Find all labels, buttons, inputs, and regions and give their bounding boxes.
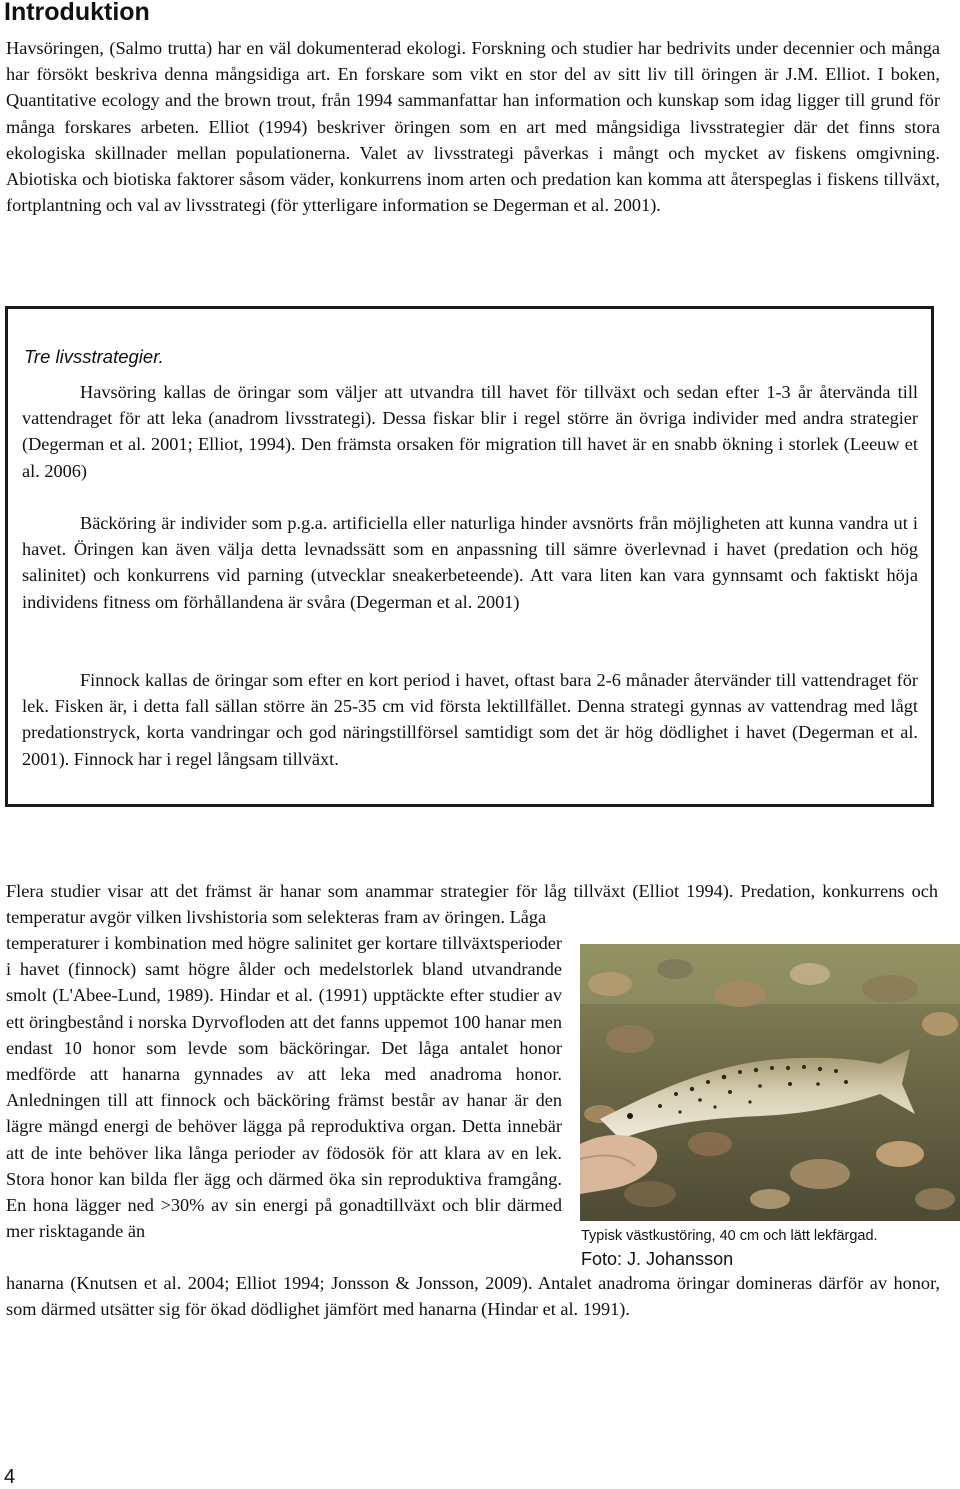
photo-credit: Foto: J. Johansson — [581, 1249, 734, 1269]
page-number: 4 — [4, 1466, 16, 1488]
body-paragraph-start: Flera studier visar att det främst är hanar som anammar strategier för låg tillväxt (Elliot 1994). Predation, konkurrens och temperatur avgör vilken livshistoria som selekteras fram av öringen. Låga — [6, 881, 938, 928]
body-paragraph-end: hanarna (Knutsen et al. 2004; Elliot 1994; Jonsson & Jonsson, 2009). Antalet anadroma öringar domineras därför av honor, som därmed utsätter sig för ökad dödlighet jämfört med hanarna (Hindar et al. 1991). — [6, 1273, 940, 1320]
box-paragraph-finnock: Finnock kallas de öringar som efter en kort period i havet, oftast bara 2-6 månader återvänder till vattendraget för lek. Fisken är, i detta fall sällan större än 25-35 cm vid första lektillfället. Denna strategi gynnas av vattendrag med lågt predationstryck, korta vandringar och god näringstillförsel samtidigt som det är hög dödlighet i havet (Degerman et al. 2001). Finnock har i regel långsam tillväxt. — [22, 670, 918, 769]
box-paragraph-havsoring: Havsöring kallas de öringar som väljer att utvandra till havet för tillväxt och sedan efter 1-3 år återvända till vattendraget för att leka (anadrom livsstrategi). Dessa fiskar blir i regel större än övriga individer med andra strategier (Degerman et al. 2001; Elliot, 1994). Den främsta orsaken för migration till havet är en snabb ökning i storlek (Leeuw et al. 2006) — [22, 382, 918, 481]
box-title: Tre livsstrategier. — [24, 346, 164, 367]
strategies-box — [5, 306, 934, 807]
box-paragraph-backoring: Bäcköring är individer som p.g.a. artificiella eller naturliga hinder avsnörts från möjligheten att kunna vandra ut i havet. Öringen kan även välja detta levnadssätt som en anpassning till sämre överlevnad i havet (predation och hög salinitet) och konkurrens vid parning (utvecklar sneakerbeteende). Att vara liten kan vara gynnsamt och faktiskt höja individens fitness om förhållandena är svåra (Degerman et al. 2001) — [22, 513, 918, 612]
trout-photo — [580, 944, 960, 1221]
photo-caption: Typisk västkustöring, 40 cm och lätt lekfärgad. — [581, 1228, 878, 1244]
body-paragraph-wrapped: temperaturer i kombination med högre salinitet ger kortare tillväxtsperioder i havet (finnock) samt högre ålder och medelstorlek bland utvandrande smolt (L'Abee-Lund, 1989). Hindar et al. (1991) upptäckte efter studier av ett öringbestånd i norska Dyrvofloden att det fanns uppemot 100 hanar men endast 10 honor som levde som bäcköringar. Det låga antalet honor medförde att hanarna gynnades av att leka med anadroma honor. Anledningen till att finnock och bäcköring främst består av hanar är den lägre mängd energi de behöver lägga på reproduktiva organ. Detta innebär att de inte behöver lika långa perioder av födosök för att klara av en lek. Stora honor kan bilda fler ägg och därmed öka sin reproduktiva framgång. En hona lägger ned >30% av sin energi på gonadtillväxt och blir därmed mer risktagande än — [6, 933, 562, 1242]
intro-paragraph: Havsöringen, (Salmo trutta) har en väl dokumenterad ekologi. Forskning och studier har bedrivits under decennier och många har försökt beskriva denna mångsidiga art. En forskare som vikt en stor del av sitt liv till öringen är J.M. Elliot. I boken, Quantitative ecology and the brown trout, från 1994 sammanfattar han information och kunskap som idag ligger till grund för många forskares arbeten. Elliot (1994) beskriver öringen som en art med mångsidiga livsstrategier där det finns stora ekologiska skillnader mellan populationerna. Valet av livsstrategi påverkas i mångt och mycket av fiskens omgivning. Abiotiska och biotiska faktorer såsom väder, konkurrens inom arten och predation kan komma att återspeglas i fiskens tillväxt, fortplantning och val av livsstrategi (för ytterligare information se Degerman et al. 2001). — [6, 38, 940, 216]
page-heading: Introduktion — [4, 0, 150, 26]
